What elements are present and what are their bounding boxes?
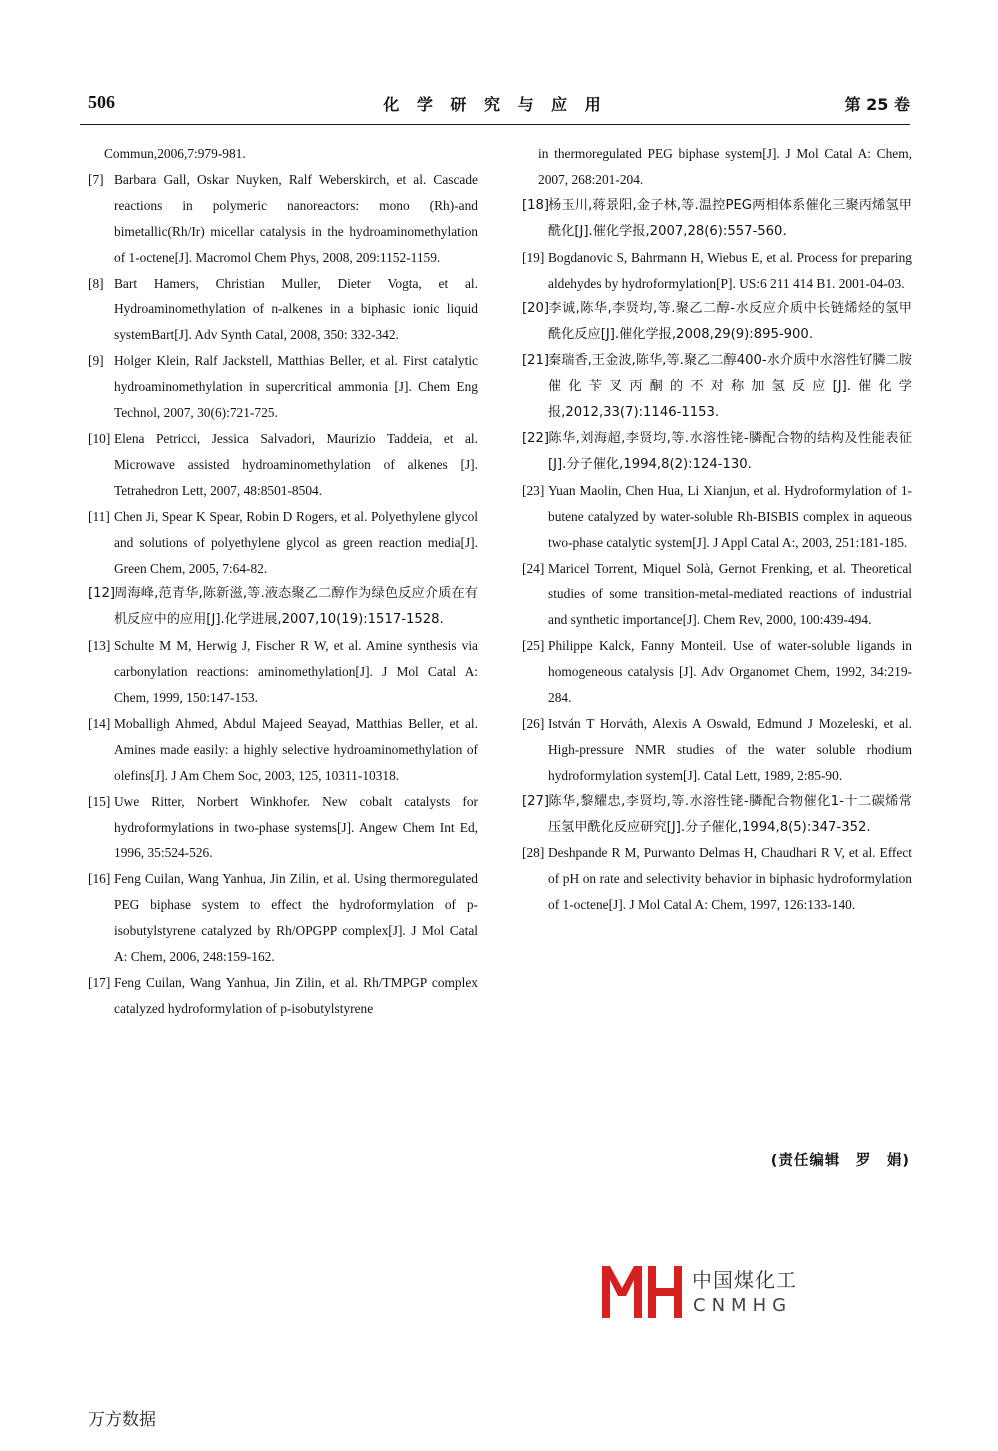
reference-number: [16]	[88, 871, 111, 887]
reference-entry	[512, 633, 912, 711]
reference-text: Feng Cuilan, Wang Yanhua, Jin Zilin, et al. Rh/TMPGP complex catalyzed hydroformylation of p-isobutylstyrene	[114, 975, 478, 1016]
reference-entry	[512, 840, 912, 918]
reference-number: [9]	[88, 353, 104, 369]
reference-number: [28]	[522, 845, 545, 861]
reference-entry	[78, 141, 478, 167]
reference-text: 陈华,刘海超,李贤均,等.水溶性铑-膦配合物的结构及性能表征[J].分子催化,1994,8(2):124-130.	[548, 430, 912, 472]
reference-entry	[78, 711, 478, 789]
logo-chinese-name: 中国煤化工	[692, 1268, 797, 1292]
reference-text: Schulte M M, Herwig J, Fischer R W, et al. Amine synthesis via carbonylation reactions: aminomethylation[J]. J Mol Catal A: Chem, 1999, 150:147-153.	[114, 638, 478, 706]
reference-entry	[78, 504, 478, 582]
reference-text: Uwe Ritter, Norbert Winkhofer. New cobalt catalysts for hydroformylations in two-phase systems[J]. Angew Chem Int Ed, 1996, 35:524-526.	[114, 793, 478, 861]
reference-number: [24]	[522, 560, 545, 576]
reference-number: [15]	[88, 793, 111, 809]
reference-entry	[78, 271, 478, 349]
reference-entry	[512, 711, 912, 789]
reference-text: Bogdanovic S, Bahrmann H, Wiebus E, et al. Process for preparing aldehydes by hydroformylation[P]. US:6 211 414 B1. 2001-04-03.	[548, 249, 912, 291]
reference-number: [7]	[88, 171, 104, 187]
reference-entry	[78, 866, 478, 970]
reference-text: Philippe Kalck, Fanny Monteil. Use of water-soluble ligands in homogeneous catalysis [J]. Adv Organomet Chem, 1992, 34:219-284.	[548, 638, 912, 706]
reference-text: Feng Cuilan, Wang Yanhua, Jin Zilin, et al. Using thermoregulated PEG biphase system to effect the hydroformylation of p-isobutylstyrene catalyzed by Rh/OPGPP complex[J]. J Mol Catal A: Chem, 2006, 248:159-162.	[114, 871, 478, 965]
references-left-column	[78, 141, 478, 1022]
reference-entry	[512, 478, 912, 556]
reference-entry	[512, 789, 912, 841]
reference-number: [8]	[88, 275, 104, 291]
reference-text: 秦瑞香,王金波,陈华,等.聚乙二醇400-水介质中水溶性钌膦二胺催化苄叉丙酮的不对称加氢反应[J].催化学报,2012,33(7):1146-1153.	[548, 353, 912, 421]
reference-entry	[78, 970, 478, 1022]
header-rule	[80, 124, 910, 125]
reference-entry	[512, 556, 912, 634]
reference-number: [14]	[88, 715, 111, 731]
reference-entry	[78, 789, 478, 867]
reference-text: in thermoregulated PEG biphase system[J]. J Mol Catal A: Chem, 2007, 268:201-204.	[538, 146, 912, 187]
reference-entry	[78, 348, 478, 426]
reference-text: Holger Klein, Ralf Jackstell, Matthias Beller, et al. First catalytic hydroaminomethylation in supercritical ammonia [J]. Chem Eng Technol, 2007, 30(6):721-725.	[114, 353, 478, 421]
reference-entry	[78, 167, 478, 271]
responsible-editor: (责任编辑 罗 娟)	[770, 1153, 910, 1169]
reference-number: [20]	[522, 301, 550, 317]
cnmhg-logo-icon	[600, 1262, 684, 1320]
reference-text: Yuan Maolin, Chen Hua, Li Xianjun, et al. Hydroformylation of 1-butene catalyzed by water-soluble Rh-BISBIS complex in aqueous two-phase catalytic system[J]. J Appl Catal A:, 2003, 251:181-185.	[548, 482, 912, 550]
reference-entry	[512, 141, 912, 193]
reference-entry	[512, 296, 912, 348]
reference-text: 陈华,黎耀忠,李贤均,等.水溶性铑-膦配合物催化1-十二碳烯常压氢甲酰化反应研究[J].分子催化,1994,8(5):347-352.	[548, 793, 912, 835]
reference-entry	[512, 193, 912, 245]
logo-english-name: CNMHG	[693, 1295, 793, 1316]
reference-text: Barbara Gall, Oskar Nuyken, Ralf Weberskirch, et al. Cascade reactions in polymeric nanoreactors: mono (Rh)-and bimetallic(Rh/Ir) micellar catalysis in the hydroaminomethylation of 1-octene[J]. Macromol Chem Phys, 2008, 209:1152-1159.	[114, 171, 478, 265]
reference-entry	[512, 426, 912, 478]
reference-text: Deshpande R M, Purwanto Delmas H, Chaudhari R V, et al. Effect of pH on rate and selectivity behavior in biphasic hydroformylation of 1-octene[J]. J Mol Catal A: Chem, 1997, 126:133-140.	[548, 845, 912, 913]
reference-text: 李诚,陈华,李贤均,等.聚乙二醇-水反应介质中长链烯烃的氢甲酰化反应[J].催化学报,2008,29(9):895-900.	[548, 301, 912, 343]
page-number: 506	[88, 92, 115, 112]
reference-number: [23]	[522, 482, 545, 498]
reference-number: [19]	[522, 249, 545, 265]
reference-text: Elena Petricci, Jessica Salvadori, Maurizio Taddeia, et al. Microwave assisted hydroaminomethylation of alkenes [J]. Tetrahedron Lett, 2007, 48:8501-8504.	[114, 430, 478, 498]
watermark: 万方数据	[88, 1410, 156, 1430]
reference-text: 周海峰,范青华,陈新滋,等.液态聚乙二醇作为绿色反应介质在有机反应中的应用[J].化学进展,2007,10(19):1517-1528.	[114, 586, 478, 628]
reference-number: [17]	[88, 975, 111, 990]
reference-text: Bart Hamers, Christian Muller, Dieter Vogta, et al. Hydroaminomethylation of n-alkenes in a biphasic ionic liquid systemBart[J]. Adv Synth Catal, 2008, 350: 332-342.	[114, 275, 478, 343]
reference-entry	[512, 348, 912, 426]
reference-entry	[78, 633, 478, 711]
reference-number: [27]	[522, 793, 550, 809]
reference-number: [26]	[522, 715, 545, 731]
cnmhg-logo	[600, 1262, 830, 1324]
reference-text: Commun,2006,7:979-981.	[104, 146, 246, 161]
reference-number: [21]	[522, 353, 550, 369]
reference-text: Maricel Torrent, Miquel Solà, Gernot Frenking, et al. Theoretical studies of some transition-metal-mediated reactions of industrial and synthetic importance[J]. Chem Rev, 2000, 100:439-494.	[548, 560, 912, 628]
reference-number: [10]	[88, 430, 111, 446]
reference-number: [12]	[88, 586, 116, 602]
reference-number: [22]	[522, 430, 550, 446]
journal-title: 化 学 研 究 与 应 用	[383, 95, 607, 114]
reference-entry	[78, 581, 478, 633]
reference-text: Moballigh Ahmed, Abdul Majeed Seayad, Matthias Beller, et al. Amines made easily: a highly selective hydroaminomethylation of olefins[J]. J Am Chem Soc, 2003, 125, 10311-10318.	[114, 715, 478, 783]
references-right-column	[512, 141, 912, 918]
reference-entry	[512, 245, 912, 297]
reference-text: Chen Ji, Spear K Spear, Robin D Rogers, et al. Polyethylene glycol and solutions of polyethylene glycol as green reaction media[J]. Green Chem, 2005, 7:64-82.	[114, 508, 478, 576]
reference-number: [25]	[522, 638, 545, 654]
page-header	[80, 92, 910, 120]
reference-number: [13]	[88, 638, 111, 654]
reference-number: [18]	[522, 197, 550, 213]
reference-text: 杨玉川,蒋景阳,金子林,等.温控PEG两相体系催化三聚丙烯氢甲酰化[J].催化学报,2007,28(6):557-560.	[548, 197, 912, 239]
reference-entry	[78, 426, 478, 504]
reference-number: [11]	[88, 508, 110, 524]
reference-text: István T Horváth, Alexis A Oswald, Edmund J Mozeleski, et al. High-pressure NMR studies of the water soluble rhodium hydroformylation system[J]. Catal Lett, 1989, 2:85-90.	[548, 715, 912, 783]
volume-label: 第 25 卷	[844, 95, 910, 114]
